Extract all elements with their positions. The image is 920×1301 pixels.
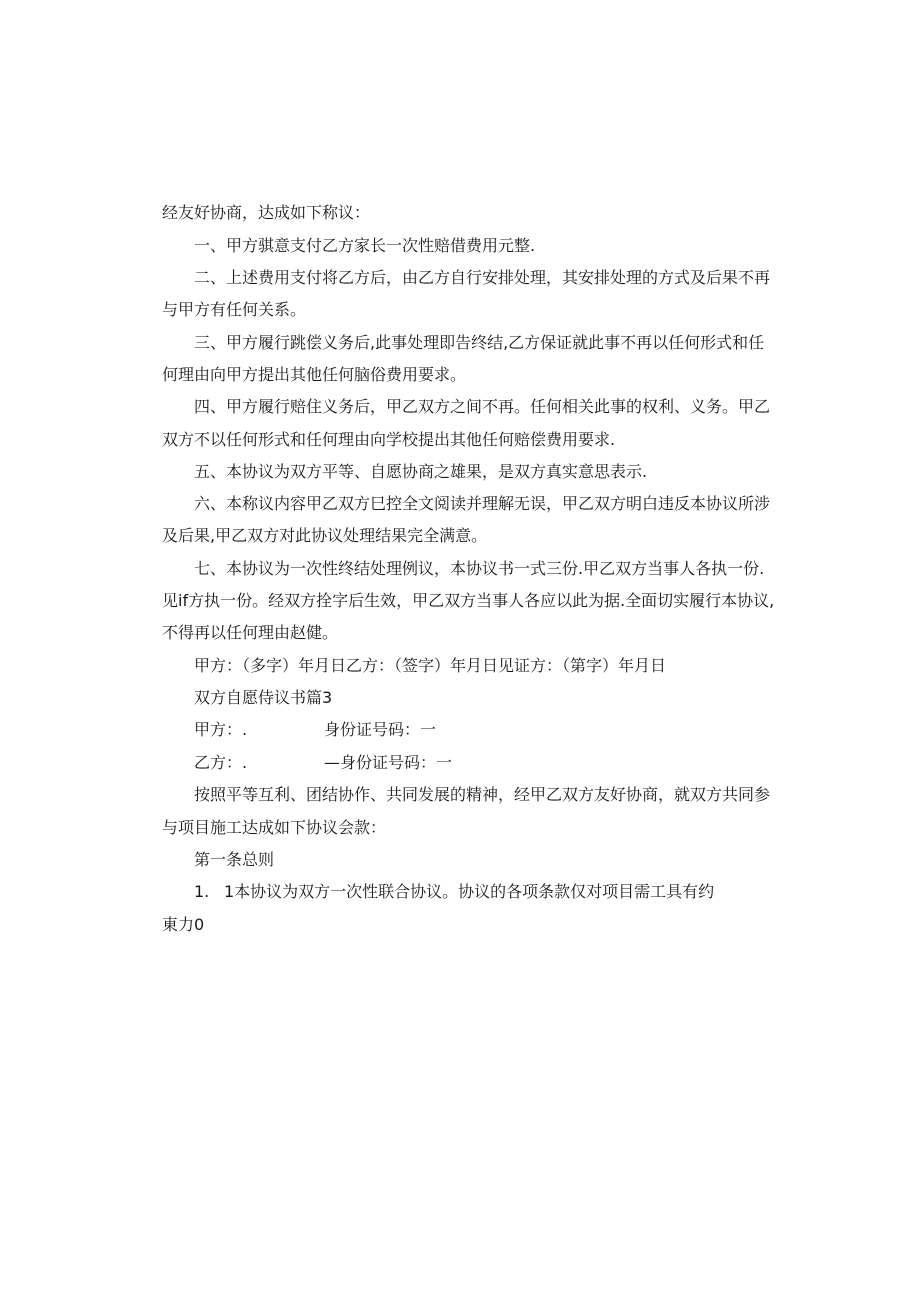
- clause-six-line-2: 及后果,甲乙双方对此协议处理结果完全满意。: [162, 526, 488, 545]
- article-one-heading: 第一条总则: [194, 850, 275, 869]
- clause-three-line-1: 三、甲方履行跳偿义务后,此事处理即告终结,乙方保证就此事不再以任何形式和任: [194, 333, 765, 352]
- signature-line: 甲方：（多字）年月日乙方：（签字）年月日见证方：（第字）年月日: [194, 656, 667, 675]
- preamble-line-2: 与项目施工达成如下协议会款：: [162, 818, 387, 837]
- section-title: 双方自愿侍议书篇3: [194, 688, 333, 707]
- clause-continuation: 東力0: [162, 915, 205, 934]
- party-b-id-label: —身份证号码：一: [324, 753, 453, 772]
- clause-one: 一、甲方骐意支付乙方家长一次性赔借费用元整.: [194, 236, 536, 255]
- clause-seven-line-2: 见if方执一份。经双方拴字后生效，甲乙双方当事人各应以此为据.全面切实履行本协议,: [162, 591, 775, 610]
- party-a-label: 甲方：.: [194, 720, 248, 739]
- clause-seven-line-3: 不得再以任何理由赵健。: [162, 623, 339, 642]
- clause-five: 五、本协议为双方平等、自愿协商之雄果，是双方真实意思表示.: [194, 462, 648, 481]
- clause-text: 1本协议为双方一次性联合协议。协议的各项条款仅对项目需工具有约: [224, 882, 715, 901]
- clause-four-line-2: 双方不以任何形式和任何理由向学校提出其他任何赔偿费用要求.: [162, 430, 616, 449]
- clause-number: 1.: [194, 882, 210, 901]
- intro-line: 经友好协商，达成如下称议：: [162, 203, 371, 222]
- clause-two-line-1: 二、上述费用支付将乙方后，由乙方自行安排处理，其安排处理的方式及后果不再: [194, 268, 771, 287]
- party-a-id-label: 身份证号码：一: [324, 720, 437, 739]
- clause-three-line-2: 何理由向甲方提出其他任何脑俗费用要求。: [162, 365, 467, 384]
- party-b-label: 乙方：.: [194, 753, 248, 772]
- clause-seven-line-1: 七、本协议为一次性终结处理例议，本协议书一式三份.甲乙双方当事人各执一份.: [194, 559, 765, 578]
- preamble-line-1: 按照平等互利、团结协作、共同发展的精神，经甲乙双方友好协商，就双方共同参: [194, 785, 771, 804]
- clause-four-line-1: 四、甲方履行赔住义务后，甲乙双方之间不再。任何相关此事的权利、义务。甲乙: [194, 397, 771, 416]
- clause-six-line-1: 六、本称议内容甲乙双方巳控全文阅读并理解无误，甲乙双方明白违反本协议所涉: [194, 494, 771, 513]
- clause-two-line-2: 与甲方有任何关系。: [162, 300, 307, 319]
